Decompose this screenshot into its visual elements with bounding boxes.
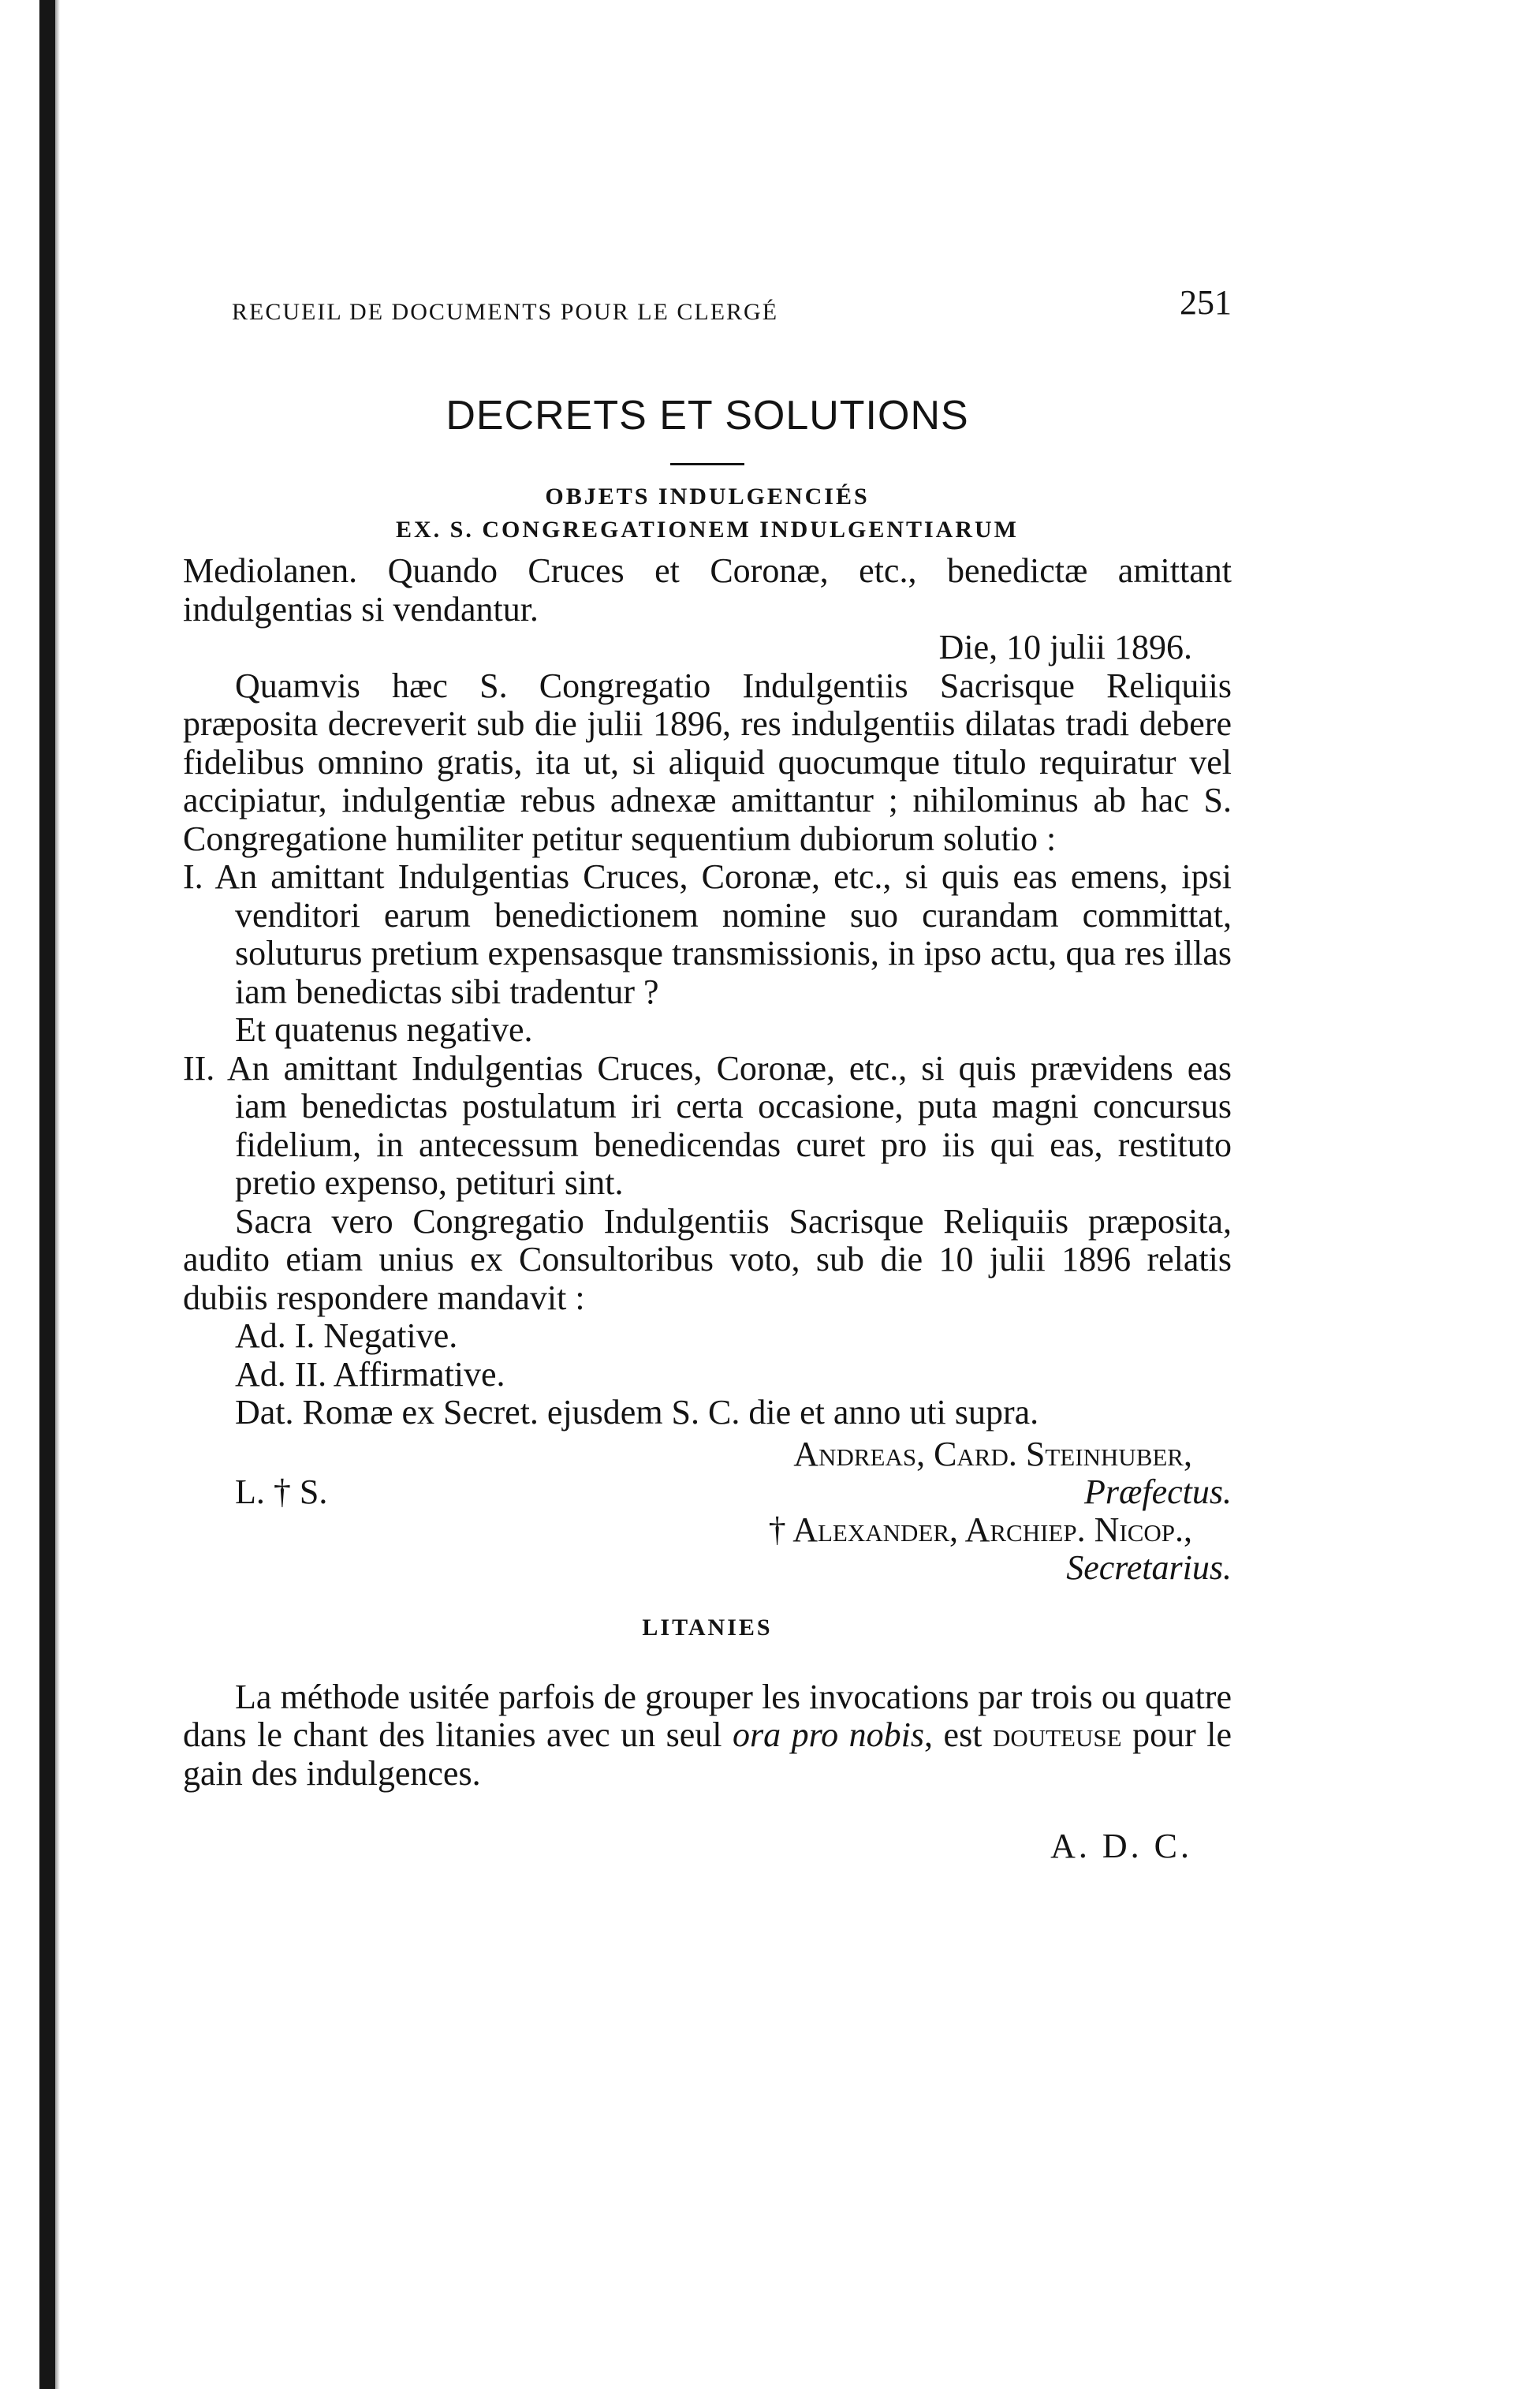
running-head xyxy=(232,284,1232,323)
litanies-paragraph xyxy=(183,1678,1232,1794)
litanies-italic-phrase: ora pro nobis xyxy=(733,1715,925,1754)
page-number: 251 xyxy=(1180,283,1232,322)
question-1: I. An amittant Indulgentias Cruces, Coronæ, etc., si quis eas emens, ipsi venditori earum benedictionem nomine suo curandam committat, soluturus pretium expensasque transmissionis, in ipso actu, qua res illas iam benedictas sibi tradentur ? xyxy=(183,857,1232,1011)
signature-block xyxy=(183,1435,1232,1601)
answer-2: Ad. II. Affirmative. xyxy=(235,1354,505,1394)
secretary-title: Secretarius. xyxy=(1066,1547,1232,1587)
prefect-title: Præfectus. xyxy=(1084,1472,1232,1511)
subhead-congregation: EX. S. CONGREGATIONEM INDULGENTIARUM xyxy=(395,517,1019,543)
litanies-heading: LITANIES xyxy=(642,1614,773,1641)
scan-binding-edge xyxy=(39,0,55,2389)
prefect-name: Andreas, Card. Steinhuber, xyxy=(793,1434,1192,1473)
question-2: II. An amittant Indulgentias Cruces, Coronæ, etc., si quis prævidens eas iam benedictas postulatum iri certa occasione, puta magni concursus fidelium, in antecessum benedicendas curet pro iis qui eas, restituto pretio expenso, petituri sint. xyxy=(183,1048,1232,1202)
litanies-text-1: La méthode usitée parfois de grouper les invocations par trois ou quatre dans le chant des litanies avec un seul xyxy=(183,1677,1232,1754)
author-initials: A. D. C. xyxy=(1050,1827,1192,1865)
subhead-objects: OBJETS INDULGENCIÉS xyxy=(545,483,870,510)
title-rule xyxy=(670,463,744,465)
running-head-title: RECUEIL DE DOCUMENTS POUR LE CLERGÉ xyxy=(232,299,779,325)
decree-intro: Mediolanen. Quando Cruces et Coronæ, etc., benedictæ amittant indulgentias si vendantur. xyxy=(183,551,1232,629)
document-page xyxy=(183,284,1232,1866)
response-intro: Sacra vero Congregatio Indulgentiis Sacrisque Reliquiis præposita, audito etiam unius ex Consultoribus voto, sub die 10 julii 1896 relatis dubiis respondere mandavit : xyxy=(183,1201,1232,1317)
litanies-smallcaps-word: douteuse xyxy=(992,1715,1122,1754)
litanies-text-3: pour le gain des indulgences. xyxy=(183,1715,1232,1793)
litanies-text-2: , est xyxy=(924,1715,993,1754)
answer-1: Ad. I. Negative. xyxy=(235,1316,458,1355)
conditional-line: Et quatenus negative. xyxy=(235,1010,533,1049)
decree-date: Die, 10 julii 1896. xyxy=(938,628,1192,666)
given-line: Dat. Romæ ex Secret. ejusdem S. C. die et anno uti supra. xyxy=(235,1393,1039,1432)
seal-mark: L. † S. xyxy=(235,1472,328,1511)
secretary-name: † Alexander, Archiep. Nicop., xyxy=(768,1510,1192,1549)
section-title: DECRETS ET SOLUTIONS xyxy=(446,393,969,439)
decree-body: Quamvis hæc S. Congregatio Indulgentiis Sacrisque Reliquiis præposita decreverit sub die julii 1896, res indulgentiis dilatas tradi debere fidelibus omnino gratis, ita ut, si aliquid quocumque titulo requiratur vel accipiatur, indulgentiæ rebus adnexæ amittantur ; nihilominus ab hac S. Congregatione humiliter petitur sequentium dubiorum solutio : xyxy=(183,666,1232,858)
